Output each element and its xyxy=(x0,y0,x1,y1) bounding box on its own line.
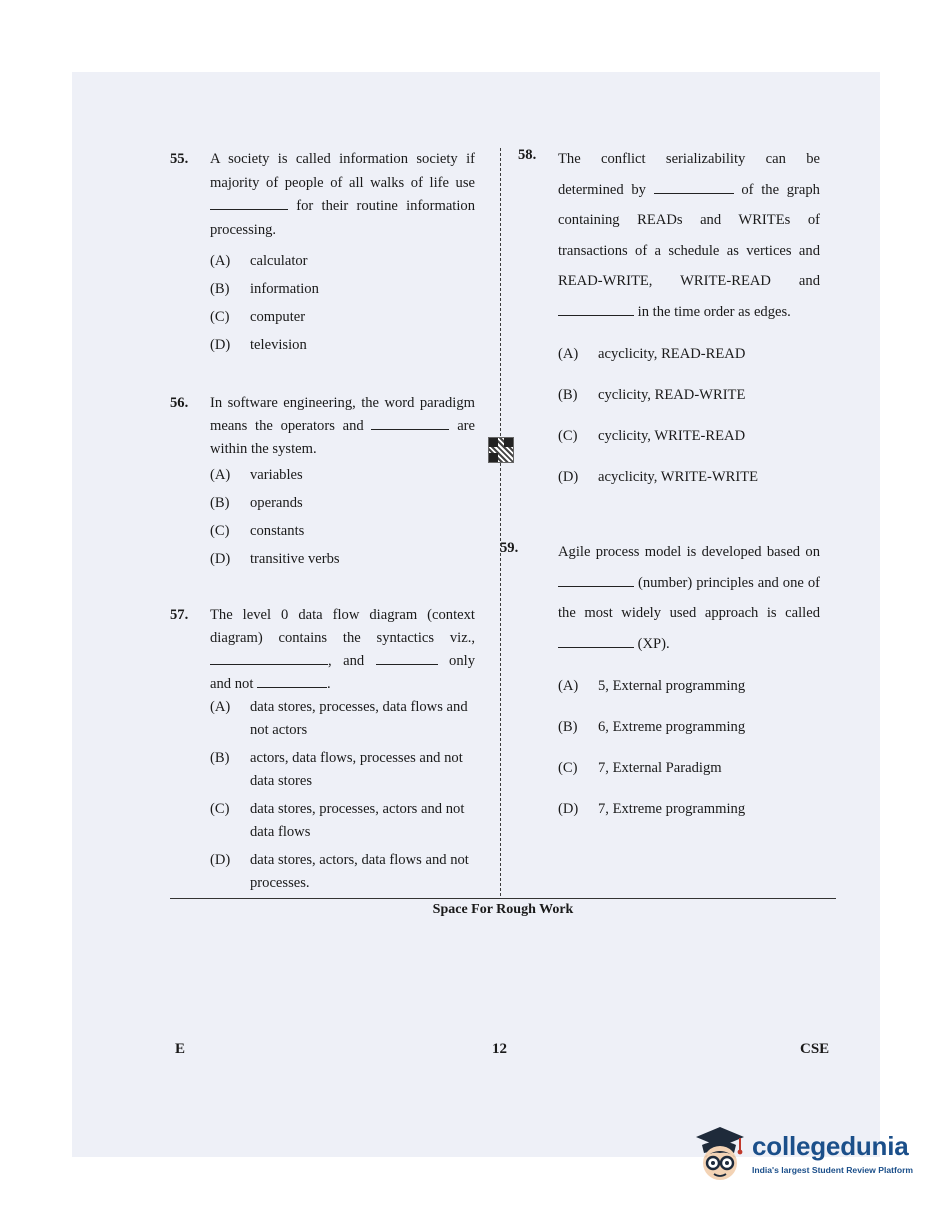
question-text: The conflict serializability can be determined by of the graph containing READs and WRITEs of transactions of a schedule as vertices and READ-WRITE, WRITE-READ and in the time order as edges. xyxy=(558,151,820,320)
question-58 xyxy=(518,144,820,489)
option: (C) data stores, processes, actors and not data flows xyxy=(210,801,465,840)
question-number: 56. xyxy=(170,395,189,411)
option: (B) information xyxy=(210,281,319,297)
option: (C) 7, External Paradigm xyxy=(558,760,722,776)
answer-blank xyxy=(210,652,328,665)
right-column xyxy=(500,147,820,839)
question-text: Agile process model is developed based on (number) principles and one of the most widely used approach is called (XP). xyxy=(558,544,820,652)
option: (A) 5, External programming xyxy=(558,678,746,694)
mascot-logo-icon xyxy=(690,1123,748,1185)
collegedunia-watermark xyxy=(690,1125,930,1185)
options xyxy=(558,675,820,821)
subject-code: CSE xyxy=(800,1041,830,1057)
question-number: 59. xyxy=(500,540,519,556)
option: (B) 6, Extreme programming xyxy=(558,719,746,735)
options xyxy=(210,696,475,895)
option: (B) actors, data flows, processes and not data stores xyxy=(210,750,463,789)
answer-blank xyxy=(257,675,327,688)
question-text: A society is called information society if majority of people of all walks of life use for their routine information processing. xyxy=(210,151,475,238)
page-number: 12 xyxy=(492,1041,507,1057)
option: (C) cyclicity, WRITE-READ xyxy=(558,428,746,444)
option: (B) operands xyxy=(210,495,303,511)
answer-blank xyxy=(654,181,734,194)
question-57 xyxy=(170,604,475,895)
question-59 xyxy=(500,537,820,821)
answer-blank xyxy=(558,635,634,648)
column-divider xyxy=(500,148,501,896)
brand-name: collegedunia xyxy=(752,1131,909,1161)
set-code: E xyxy=(175,1041,186,1057)
option: (D) 7, Extreme programming xyxy=(558,801,746,817)
question-56 xyxy=(170,392,475,571)
option: (A) data stores, processes, data flows and not actors xyxy=(210,699,468,738)
option: (C) constants xyxy=(210,523,305,539)
question-55 xyxy=(170,148,475,357)
question-number: 58. xyxy=(518,147,537,163)
question-text: In software engineering, the word paradigm means the operators and are within the system. xyxy=(210,395,476,457)
option: (A) acyclicity, READ-READ xyxy=(558,346,746,362)
answer-blank xyxy=(210,197,288,210)
option: (D) transitive verbs xyxy=(210,551,340,567)
question-text: The level 0 data flow diagram (context diagram) contains the syntactics viz., , and only and not . xyxy=(210,607,475,692)
option: (B) cyclicity, READ-WRITE xyxy=(558,387,746,403)
brand-tagline: India's largest Student Review Platform xyxy=(752,1165,914,1175)
left-column xyxy=(170,148,475,895)
options xyxy=(210,464,475,571)
qr-code-icon xyxy=(488,437,514,463)
option: (D) data stores, actors, data flows and not processes. xyxy=(210,852,469,891)
horizontal-rule xyxy=(170,898,836,899)
option: (D) acyclicity, WRITE-WRITE xyxy=(558,469,759,485)
answer-blank xyxy=(376,652,438,665)
option: (C) computer xyxy=(210,309,306,325)
answer-blank xyxy=(558,303,634,316)
answer-blank xyxy=(371,417,449,430)
question-number: 55. xyxy=(170,151,189,167)
option: (D) television xyxy=(210,337,307,353)
options xyxy=(558,343,820,489)
option: (A) variables xyxy=(210,467,303,483)
options xyxy=(210,250,475,357)
question-number: 57. xyxy=(170,607,189,623)
option: (A) calculator xyxy=(210,253,308,269)
rough-work-heading: Space For Rough Work xyxy=(432,902,574,917)
answer-blank xyxy=(558,574,634,587)
